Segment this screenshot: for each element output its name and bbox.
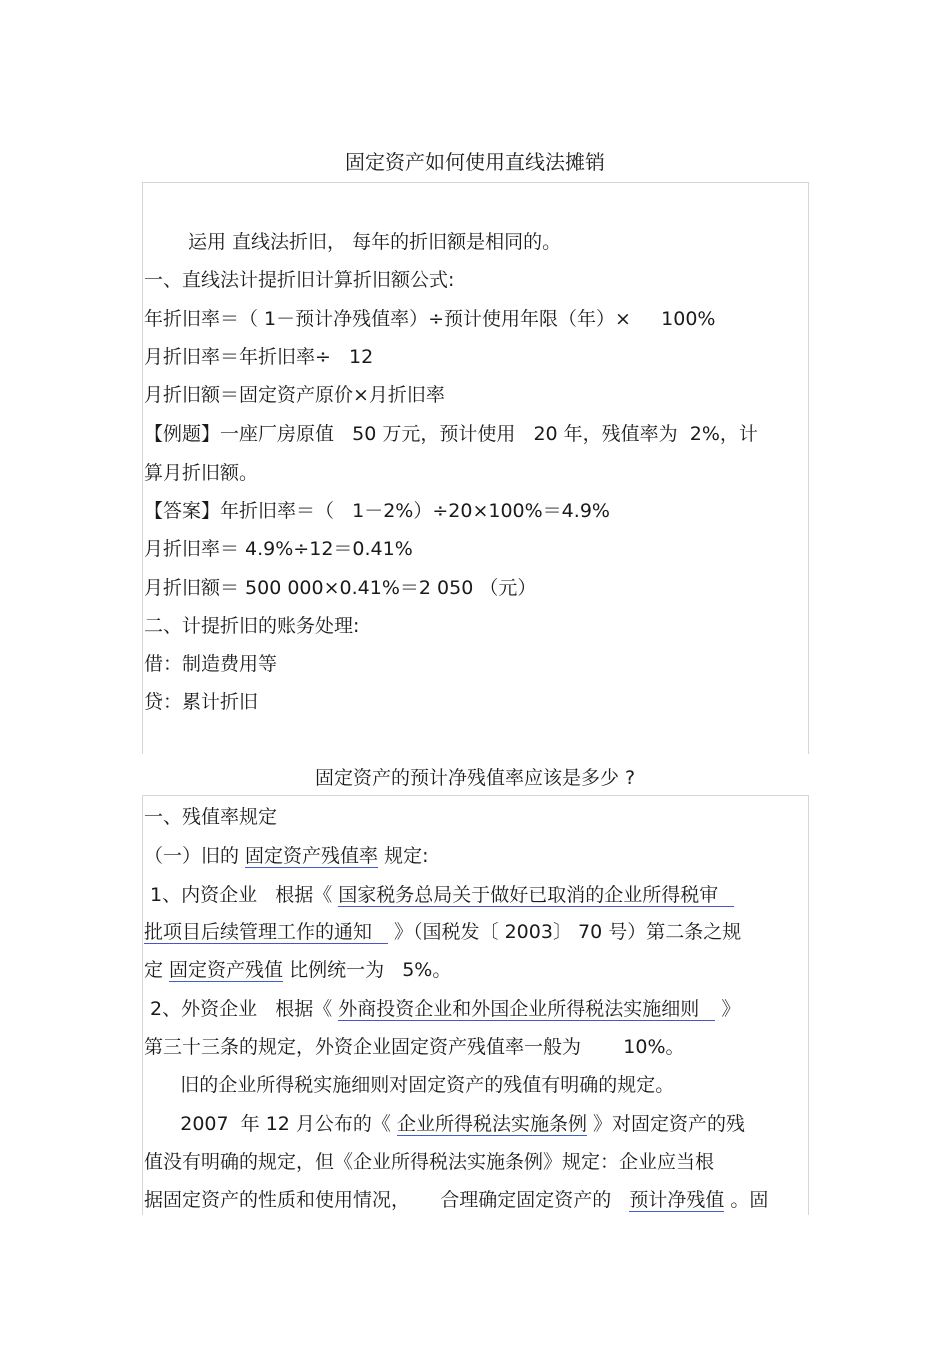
formula-monthly-rate: 月折旧率＝年折旧率÷ 12	[144, 346, 374, 368]
link-foreign-tax-rules[interactable]: 外商投资企业和外国企业所得税法实施细则	[338, 998, 715, 1021]
link-notice-title[interactable]: 国家税务总局关于做好已取消的企业所得税审	[338, 884, 734, 907]
credit-entry: 贷：累计折旧	[144, 691, 259, 713]
link-notice-title-cont[interactable]: 批项目后续管理工作的通知	[144, 921, 388, 944]
paragraph-intro: 运用 直线法折旧， 每年的折旧额是相同的。	[188, 231, 562, 253]
example-question: 【例题】一座厂房原值 50 万元，预计使用 20 年，残值率为 2%，计	[144, 423, 758, 445]
new-rules-line-2: 值没有明确的规定，但《企业所得税法实施条例》规定：企业应当根	[144, 1151, 715, 1173]
heading-residual-rules: 一、残值率规定	[144, 806, 278, 828]
old-rules-note: 旧的企业所得税实施细则对固定资产的残值有明确的规定。	[144, 1074, 675, 1096]
answer-monthly-amount: 月折旧额＝ 500 000×0.41%＝2 050 （元）	[144, 577, 537, 599]
formula-monthly-amount: 月折旧额＝固定资产原价×月折旧率	[144, 384, 445, 406]
new-rules-line-3: 据固定资产的性质和使用情况， 合理确定固定资产的 预计净残值 。固	[144, 1189, 769, 1211]
old-rule-line: （一）旧的 固定资产残值率 规定:	[144, 845, 429, 867]
debit-entry: 借：制造费用等	[144, 653, 278, 675]
example-question-cont: 算月折旧额。	[144, 462, 259, 484]
link-fixed-asset-residual[interactable]: 固定资产残值	[169, 959, 284, 981]
section-title-2: 固定资产的预计净残值率应该是多少 ?	[314, 767, 636, 789]
heading-accounting: 二、计提折旧的账务处理:	[144, 615, 360, 637]
link-residual-rate[interactable]: 固定资产残值率	[245, 845, 379, 867]
domestic-rule-line: 1、内资企业 根据《 国家税务总局关于做好已取消的企业所得税审	[144, 883, 734, 907]
domestic-rule-line-2: 批项目后续管理工作的通知 》（国税发〔 2003〕 70 号）第二条之规	[144, 921, 742, 943]
link-estimated-residual[interactable]: 预计净残值	[629, 1189, 725, 1211]
answer-monthly-rate: 月折旧率＝ 4.9%÷12＝0.41%	[144, 538, 413, 560]
page-title: 固定资产如何使用直线法摊销	[345, 150, 605, 174]
answer-annual-rate: 【答案】年折旧率＝（ 1－2%）÷20×100%＝4.9%	[144, 500, 610, 522]
heading-formula: 一、直线法计提折旧计算折旧额公式:	[144, 269, 455, 291]
formula-annual-rate: 年折旧率＝（ 1－预计净残值率）÷预计使用年限（年）× 100%	[144, 308, 716, 330]
link-implementation-regulations[interactable]: 企业所得税法实施条例	[396, 1113, 587, 1135]
foreign-rule-line-2: 第三十三条的规定，外资企业固定资产残值率一般为 10%。	[144, 1036, 685, 1058]
domestic-rule-line-3: 定 固定资产残值 比例统一为 5%。	[144, 959, 452, 981]
new-rules-line: 2007 年 12 月公布的《 企业所得税法实施条例 》对固定资产的残	[144, 1113, 746, 1135]
foreign-rule-line: 2、外资企业 根据《 外商投资企业和外国企业所得税法实施细则 》	[144, 998, 741, 1020]
